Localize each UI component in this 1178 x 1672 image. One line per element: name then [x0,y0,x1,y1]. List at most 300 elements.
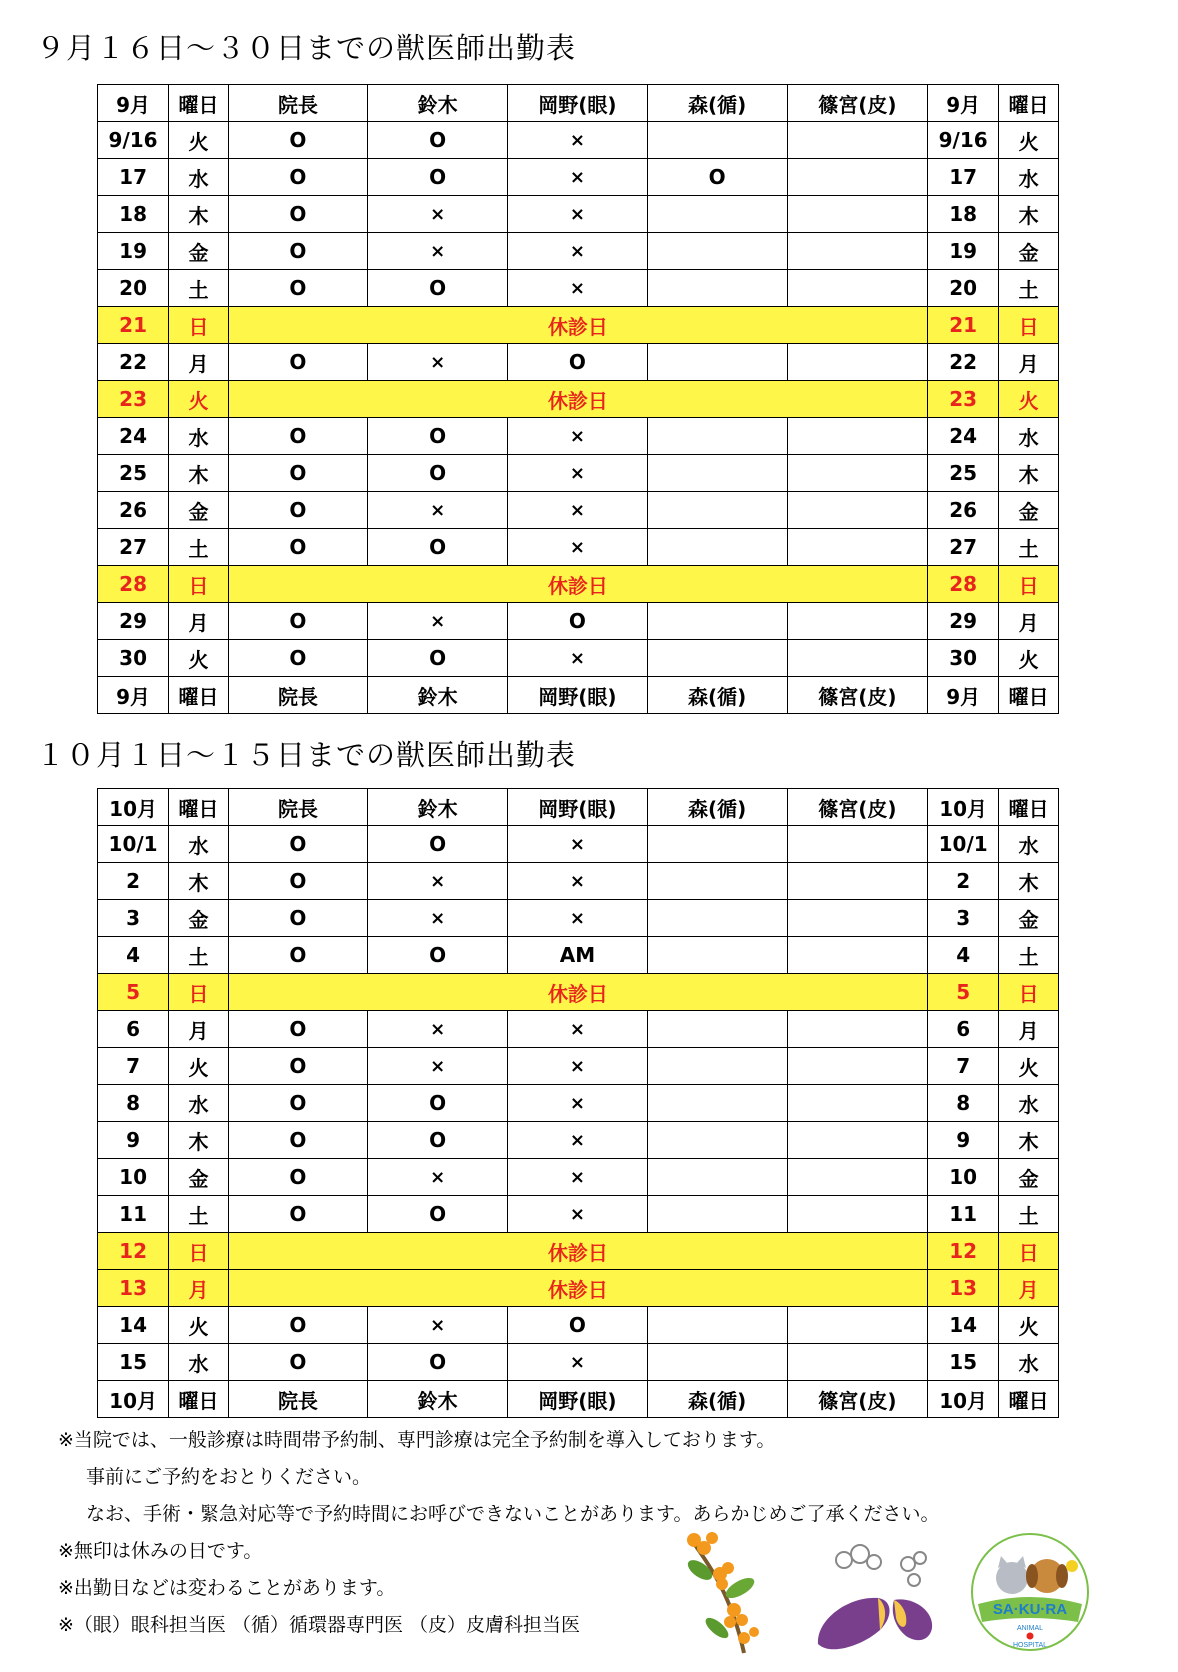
table-row [98,418,1059,455]
weekday-cell-right: 水 [999,418,1059,455]
attendance-cell: × [508,196,647,233]
weekday-cell: 火 [169,1307,229,1344]
date-cell: 17 [98,159,169,196]
date-cell: 28 [98,566,169,603]
attendance-cell [787,159,927,196]
table-row [98,196,1059,233]
weekday-cell: 土 [169,1196,229,1233]
attendance-cell [647,863,787,900]
header-cell: 篠宮(皮) [787,677,927,714]
attendance-cell: × [368,1159,508,1196]
attendance-cell: O [368,1344,508,1381]
table-row [98,159,1059,196]
attendance-cell: × [508,418,647,455]
attendance-cell: × [368,233,508,270]
weekday-cell: 金 [169,492,229,529]
date-cell-right: 3 [928,900,999,937]
weekday-cell: 日 [169,1233,229,1270]
attendance-cell: × [508,233,647,270]
attendance-cell: O [368,455,508,492]
attendance-cell: O [228,529,367,566]
header-cell: 森(循) [647,85,787,122]
attendance-cell: O [368,529,508,566]
table-row [98,122,1059,159]
date-cell: 3 [98,900,169,937]
date-cell: 10/1 [98,826,169,863]
date-cell-right: 28 [928,566,999,603]
attendance-cell: O [368,1122,508,1159]
attendance-cell [787,937,927,974]
sakura-hospital-logo [968,1530,1092,1654]
attendance-cell [787,270,927,307]
date-cell: 11 [98,1196,169,1233]
weekday-cell-right: 木 [999,196,1059,233]
attendance-cell: O [228,1085,367,1122]
attendance-cell: × [508,1122,647,1159]
attendance-cell: O [228,826,367,863]
weekday-cell-right: 水 [999,826,1059,863]
attendance-cell [647,122,787,159]
attendance-cell: × [508,900,647,937]
attendance-cell [787,455,927,492]
closed-day-row [98,566,1059,603]
note-line: 事前にご予約をおとりください。 [86,1466,372,1488]
weekday-cell: 土 [169,529,229,566]
weekday-cell: 土 [169,270,229,307]
attendance-cell [647,418,787,455]
weekday-cell-right: 土 [999,270,1059,307]
header-cell: 曜日 [999,85,1059,122]
attendance-cell [647,1344,787,1381]
date-cell-right: 20 [928,270,999,307]
header-cell: 森(循) [647,677,787,714]
attendance-cell: O [368,640,508,677]
date-cell: 10 [98,1159,169,1196]
table-row [98,1048,1059,1085]
date-cell: 30 [98,640,169,677]
attendance-cell [647,1085,787,1122]
attendance-cell: × [508,1159,647,1196]
attendance-cell [647,455,787,492]
weekday-cell-right: 金 [999,233,1059,270]
weekday-cell: 火 [169,122,229,159]
attendance-cell [787,529,927,566]
attendance-cell [647,1307,787,1344]
closed-day-row [98,307,1059,344]
attendance-cell: × [368,492,508,529]
weekday-cell: 水 [169,826,229,863]
attendance-cell: × [508,826,647,863]
closed-day-row [98,381,1059,418]
weekday-cell-right: 水 [999,1344,1059,1381]
table-row [98,1344,1059,1381]
weekday-cell-right: 日 [999,974,1059,1011]
attendance-cell [787,826,927,863]
weekday-cell-right: 火 [999,381,1059,418]
date-cell-right: 12 [928,1233,999,1270]
table-row [98,937,1059,974]
attendance-cell [787,418,927,455]
date-cell: 2 [98,863,169,900]
header-cell: 岡野(眼) [508,1381,647,1418]
table-row [98,529,1059,566]
attendance-cell: O [228,1344,367,1381]
weekday-cell: 木 [169,1122,229,1159]
attendance-cell: × [508,1344,647,1381]
header-cell: 篠宮(皮) [787,789,927,826]
date-cell: 19 [98,233,169,270]
attendance-cell: × [508,640,647,677]
weekday-cell-right: 水 [999,1085,1059,1122]
table-row [98,1307,1059,1344]
header-cell: 院長 [228,1381,367,1418]
attendance-cell [787,900,927,937]
date-cell: 12 [98,1233,169,1270]
schedule-table-october [97,788,1059,1418]
weekday-cell-right: 月 [999,344,1059,381]
date-cell-right: 17 [928,159,999,196]
attendance-cell: × [368,603,508,640]
closed-label: 休診日 [228,566,927,603]
header-cell: 9月 [98,677,169,714]
attendance-cell [647,640,787,677]
closed-label: 休診日 [228,1270,927,1307]
date-cell: 24 [98,418,169,455]
attendance-cell [647,1196,787,1233]
date-cell-right: 10 [928,1159,999,1196]
header-cell: 9月 [928,85,999,122]
weekday-cell: 月 [169,1270,229,1307]
weekday-cell-right: 火 [999,640,1059,677]
date-cell-right: 21 [928,307,999,344]
date-cell: 14 [98,1307,169,1344]
attendance-cell [787,1344,927,1381]
date-cell-right: 7 [928,1048,999,1085]
attendance-cell [647,1048,787,1085]
date-cell: 13 [98,1270,169,1307]
date-cell: 9/16 [98,122,169,159]
weekday-cell: 水 [169,418,229,455]
weekday-cell-right: 日 [999,566,1059,603]
attendance-cell [787,863,927,900]
attendance-cell: O [228,159,367,196]
table-row [98,455,1059,492]
weekday-cell: 日 [169,307,229,344]
attendance-cell [647,826,787,863]
attendance-cell [647,344,787,381]
closed-label: 休診日 [228,307,927,344]
attendance-cell: × [508,1011,647,1048]
header-cell: 院長 [228,677,367,714]
attendance-cell [647,1159,787,1196]
attendance-cell: × [368,900,508,937]
attendance-cell [647,529,787,566]
date-cell-right: 9 [928,1122,999,1159]
weekday-cell: 水 [169,159,229,196]
header-cell: 曜日 [169,85,229,122]
header-cell: 鈴木 [368,789,508,826]
weekday-cell: 木 [169,196,229,233]
attendance-cell: × [508,529,647,566]
header-cell: 篠宮(皮) [787,1381,927,1418]
weekday-cell-right: 金 [999,1159,1059,1196]
date-cell: 21 [98,307,169,344]
attendance-cell: O [228,455,367,492]
date-cell: 26 [98,492,169,529]
table-row [98,900,1059,937]
header-cell: 9月 [928,677,999,714]
weekday-cell: 火 [169,381,229,418]
attendance-cell [787,640,927,677]
table-row [98,1085,1059,1122]
date-cell-right: 27 [928,529,999,566]
attendance-cell [647,270,787,307]
attendance-cell: O [647,159,787,196]
table-row [98,603,1059,640]
attendance-cell: O [368,1085,508,1122]
date-cell-right: 30 [928,640,999,677]
date-cell: 6 [98,1011,169,1048]
weekday-cell-right: 日 [999,1233,1059,1270]
date-cell-right: 14 [928,1307,999,1344]
weekday-cell: 日 [169,566,229,603]
attendance-cell: O [368,159,508,196]
logo-text: SA·KU·RA [992,1601,1068,1618]
date-cell: 5 [98,974,169,1011]
header-cell: 10月 [98,1381,169,1418]
weekday-cell-right: 水 [999,159,1059,196]
attendance-cell: × [508,1048,647,1085]
date-cell-right: 23 [928,381,999,418]
attendance-cell: O [228,1122,367,1159]
attendance-cell [647,603,787,640]
attendance-cell [647,1011,787,1048]
attendance-cell: O [368,937,508,974]
attendance-cell: O [228,1048,367,1085]
attendance-cell [647,233,787,270]
attendance-cell [787,603,927,640]
attendance-cell: × [508,455,647,492]
weekday-cell-right: 土 [999,937,1059,974]
attendance-cell [787,1048,927,1085]
attendance-cell: × [368,1048,508,1085]
attendance-cell: O [228,603,367,640]
date-cell: 15 [98,1344,169,1381]
attendance-cell: O [368,1196,508,1233]
attendance-cell: O [228,492,367,529]
logo-sub-hospital: HOSPITAL [1012,1642,1048,1649]
weekday-cell: 月 [169,1011,229,1048]
attendance-cell: × [368,344,508,381]
date-cell: 22 [98,344,169,381]
attendance-cell: O [228,270,367,307]
weekday-cell-right: 火 [999,1307,1059,1344]
weekday-cell-right: 月 [999,603,1059,640]
weekday-cell: 金 [169,1159,229,1196]
header-cell: 9月 [98,85,169,122]
attendance-cell: × [368,196,508,233]
table-row [98,826,1059,863]
attendance-cell [787,1085,927,1122]
weekday-cell: 月 [169,344,229,381]
header-cell: 曜日 [999,1381,1059,1418]
attendance-cell [647,1122,787,1159]
attendance-cell: AM [508,937,647,974]
attendance-cell: O [228,344,367,381]
schedule-title-october: １０月１日〜１５日までの獣医師出勤表 [36,738,577,772]
table-row [98,492,1059,529]
table-row [98,1011,1059,1048]
header-cell: 岡野(眼) [508,677,647,714]
date-cell-right: 24 [928,418,999,455]
header-cell: 院長 [228,85,367,122]
note-line: ※出勤日などは変わることがあります。 [58,1577,396,1599]
attendance-cell: O [228,900,367,937]
date-cell-right: 22 [928,344,999,381]
attendance-cell [647,196,787,233]
header-cell: 院長 [228,789,367,826]
attendance-cell: × [368,863,508,900]
attendance-cell [787,1159,927,1196]
header-cell: 10月 [98,789,169,826]
date-cell: 25 [98,455,169,492]
attendance-cell [787,492,927,529]
osmanthus-branch-icon [682,1528,782,1658]
attendance-cell [787,122,927,159]
weekday-cell: 金 [169,900,229,937]
weekday-cell-right: 木 [999,1122,1059,1159]
weekday-cell-right: 月 [999,1270,1059,1307]
note-line: ※当院では、一般診療は時間帯予約制、専門診療は完全予約制を導入しております。 [58,1429,776,1451]
table-row [98,1122,1059,1159]
header-cell: 曜日 [999,789,1059,826]
date-cell-right: 15 [928,1344,999,1381]
weekday-cell: 土 [169,937,229,974]
attendance-cell [787,1122,927,1159]
attendance-cell: O [228,122,367,159]
header-cell: 篠宮(皮) [787,85,927,122]
note-line: なお、手術・緊急対応等で予約時間にお呼びできないことがあります。あらかじめご了承ください。 [86,1503,940,1525]
closed-day-row [98,974,1059,1011]
date-cell-right: 11 [928,1196,999,1233]
table-header-row [98,85,1059,122]
table-footer-row [98,677,1059,714]
table-row [98,1159,1059,1196]
date-cell-right: 6 [928,1011,999,1048]
date-cell-right: 29 [928,603,999,640]
date-cell-right: 8 [928,1085,999,1122]
date-cell: 8 [98,1085,169,1122]
attendance-cell: O [228,937,367,974]
closed-day-row [98,1233,1059,1270]
attendance-cell [787,196,927,233]
weekday-cell-right: 火 [999,1048,1059,1085]
header-cell: 鈴木 [368,677,508,714]
date-cell-right: 4 [928,937,999,974]
attendance-cell: O [228,863,367,900]
attendance-cell [787,344,927,381]
attendance-cell [647,900,787,937]
weekday-cell: 木 [169,863,229,900]
date-cell-right: 25 [928,455,999,492]
weekday-cell: 水 [169,1085,229,1122]
attendance-cell: × [508,1196,647,1233]
attendance-cell: O [228,1196,367,1233]
header-cell: 鈴木 [368,85,508,122]
weekday-cell: 火 [169,640,229,677]
attendance-cell [647,492,787,529]
attendance-cell: O [368,270,508,307]
weekday-cell: 火 [169,1048,229,1085]
table-row [98,233,1059,270]
weekday-cell-right: 火 [999,122,1059,159]
header-cell: 10月 [928,789,999,826]
date-cell-right: 2 [928,863,999,900]
attendance-cell: O [508,1307,647,1344]
attendance-cell [787,233,927,270]
header-cell: 10月 [928,1381,999,1418]
date-cell-right: 18 [928,196,999,233]
header-cell: 曜日 [169,1381,229,1418]
header-cell: 曜日 [169,677,229,714]
table-row [98,270,1059,307]
weekday-cell: 木 [169,455,229,492]
attendance-cell: O [228,1159,367,1196]
table-header-row [98,789,1059,826]
date-cell: 9 [98,1122,169,1159]
attendance-cell: O [368,418,508,455]
attendance-cell: × [508,863,647,900]
date-cell-right: 26 [928,492,999,529]
attendance-cell: × [368,1011,508,1048]
schedule-title-september: ９月１６日〜３０日までの獣医師出勤表 [36,31,577,65]
attendance-cell: × [508,122,647,159]
date-cell: 7 [98,1048,169,1085]
attendance-cell: O [368,826,508,863]
weekday-cell: 月 [169,603,229,640]
attendance-cell: O [228,1307,367,1344]
attendance-cell: O [508,344,647,381]
closed-day-row [98,1270,1059,1307]
date-cell-right: 9/16 [928,122,999,159]
closed-label: 休診日 [228,1233,927,1270]
attendance-cell: × [508,1085,647,1122]
attendance-cell: × [508,492,647,529]
note-line: ※（眼）眼科担当医 （循）循環器専門医 （皮）皮膚科担当医 [58,1614,581,1636]
date-cell: 20 [98,270,169,307]
header-cell: 森(循) [647,1381,787,1418]
date-cell: 18 [98,196,169,233]
attendance-cell: × [508,159,647,196]
date-cell-right: 10/1 [928,826,999,863]
sweet-potato-icon [808,1540,948,1658]
date-cell-right: 5 [928,974,999,1011]
attendance-cell [647,937,787,974]
attendance-cell: O [508,603,647,640]
closed-label: 休診日 [228,381,927,418]
attendance-cell: O [228,418,367,455]
weekday-cell-right: 金 [999,900,1059,937]
weekday-cell-right: 木 [999,863,1059,900]
schedule-table-september [97,84,1059,714]
attendance-cell: × [508,270,647,307]
header-cell: 森(循) [647,789,787,826]
header-cell: 鈴木 [368,1381,508,1418]
table-row [98,344,1059,381]
header-cell: 曜日 [169,789,229,826]
attendance-cell [787,1196,927,1233]
weekday-cell-right: 月 [999,1011,1059,1048]
